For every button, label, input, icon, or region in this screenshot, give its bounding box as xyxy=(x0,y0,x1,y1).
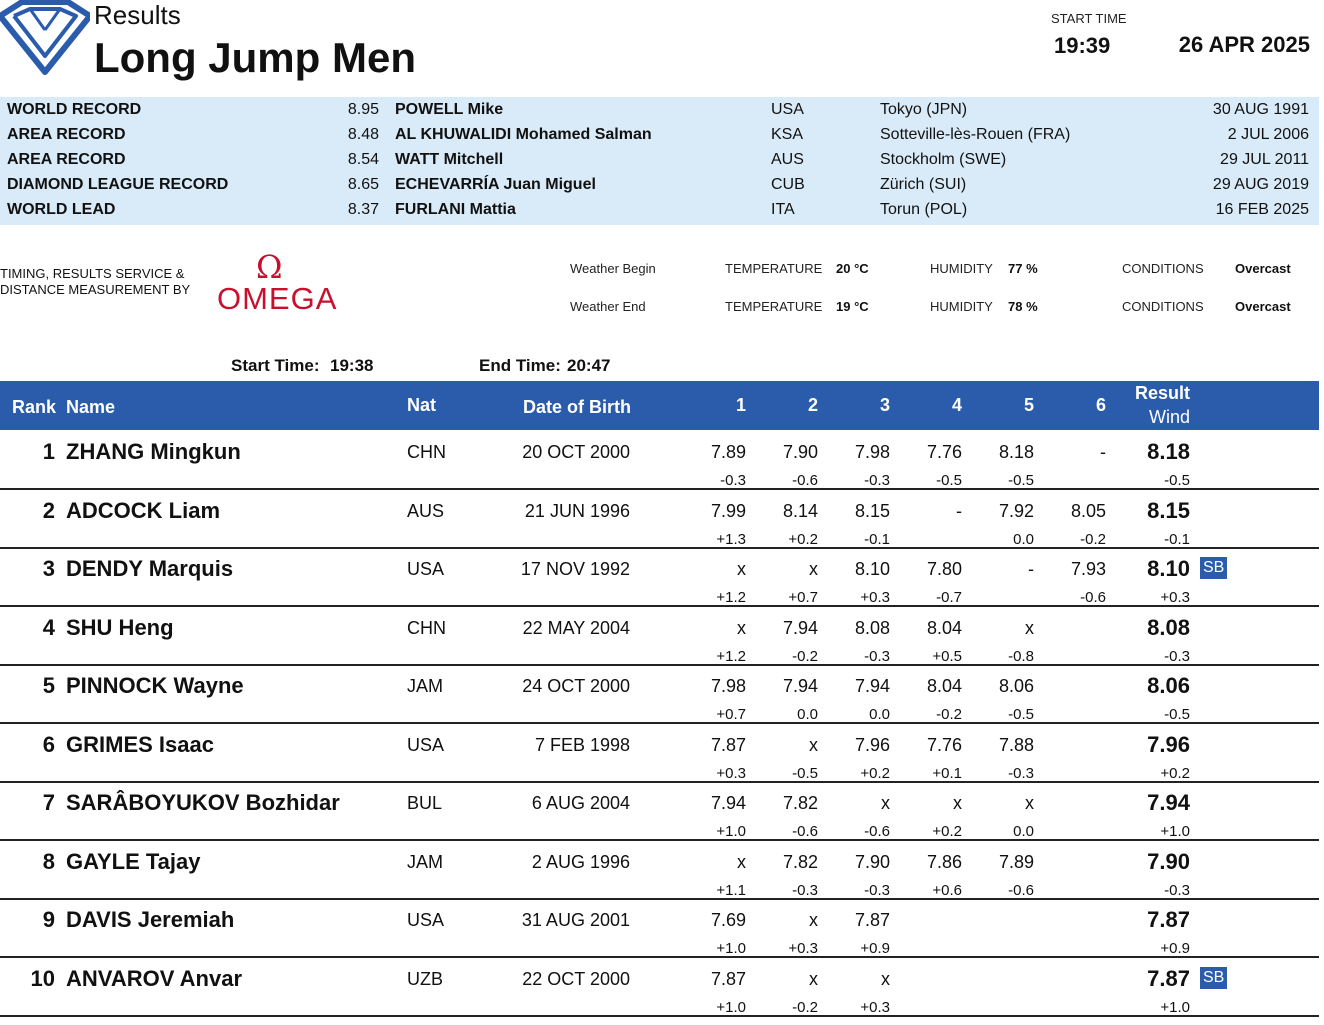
record-row xyxy=(0,123,1319,148)
attempt-4-mark: - xyxy=(956,501,962,521)
attempt-3-wind: +0.3 xyxy=(860,999,890,1016)
record-row xyxy=(0,148,1319,173)
attempt-3-wind: -0.3 xyxy=(864,648,890,665)
attempt-1-wind: +1.0 xyxy=(716,999,746,1016)
attempt-1-mark: 7.69 xyxy=(710,910,746,930)
athlete-nat: USA xyxy=(407,910,445,930)
attempt-2-wind: -0.6 xyxy=(792,823,818,840)
athlete-dob: 7 FEB 1998 xyxy=(534,735,630,755)
attempt-4-mark: 7.76 xyxy=(926,735,962,755)
record-venue: Sotteville-lès-Rouen (FRA) xyxy=(880,126,1071,143)
attempt-5-wind: 0.0 xyxy=(1013,823,1034,840)
record-holder: FURLANI Mattia xyxy=(395,201,516,218)
athlete-result: 8.18 xyxy=(1147,439,1190,464)
event-date: 26 APR 2025 xyxy=(1178,32,1310,57)
athlete-nat: BUL xyxy=(407,793,443,813)
col-attempt-5: 5 xyxy=(1023,395,1034,415)
col-rank: Rank xyxy=(12,397,57,417)
attempt-3-mark: 7.98 xyxy=(854,442,890,462)
athlete-dob: 22 OCT 2000 xyxy=(522,969,630,989)
record-holder: ECHEVARRÍA Juan Miguel xyxy=(395,176,596,193)
table-row xyxy=(0,489,1319,549)
athlete-rank: 6 xyxy=(42,732,55,757)
table-row xyxy=(0,957,1319,1017)
attempt-2-mark: 7.94 xyxy=(782,676,818,696)
athlete-result-wind: +1.0 xyxy=(1160,823,1190,840)
attempt-3-wind: +0.3 xyxy=(860,589,890,606)
attempt-4-mark: 7.80 xyxy=(926,559,962,579)
record-type: WORLD LEAD xyxy=(7,201,116,218)
record-venue: Tokyo (JPN) xyxy=(880,101,968,118)
athlete-result-wind: +0.3 xyxy=(1160,589,1190,606)
attempt-1-wind: +0.7 xyxy=(716,706,746,723)
athlete-result-wind: +0.2 xyxy=(1160,765,1190,782)
athlete-result: 7.87 xyxy=(1147,907,1190,932)
athlete-result: 7.96 xyxy=(1147,732,1190,757)
attempt-3-mark: 8.10 xyxy=(854,559,890,579)
record-mark: 8.95 xyxy=(347,101,379,118)
athlete-result-wind: -0.3 xyxy=(1164,648,1190,665)
athlete-result-wind: -0.5 xyxy=(1164,472,1190,489)
record-row xyxy=(0,98,1319,123)
record-mark: 8.65 xyxy=(347,176,379,193)
attempt-3-wind: -0.3 xyxy=(864,472,890,489)
attempt-5-wind: -0.5 xyxy=(1008,706,1034,723)
attempt-3-wind: 0.0 xyxy=(869,706,890,723)
omega-logo-text: OMEGA xyxy=(217,281,338,316)
athlete-dob: 17 NOV 1992 xyxy=(520,559,630,579)
attempt-2-mark: x xyxy=(809,735,818,755)
athlete-name: PINNOCK Wayne xyxy=(66,673,244,698)
weather-begin-temp-label: TEMPERATURE xyxy=(725,261,823,276)
record-mark: 8.37 xyxy=(347,201,379,218)
attempt-3-mark: 7.87 xyxy=(854,910,890,930)
col-attempt-4: 4 xyxy=(951,395,962,415)
athlete-result: 8.08 xyxy=(1147,615,1190,640)
attempt-2-wind: 0.0 xyxy=(797,706,818,723)
attempt-5-mark: 8.06 xyxy=(998,676,1034,696)
attempt-2-wind: -0.5 xyxy=(792,765,818,782)
athlete-nat: JAM xyxy=(407,676,443,696)
attempt-6-mark: - xyxy=(1100,442,1106,462)
col-dob: Date of Birth xyxy=(523,397,631,417)
attempt-5-mark: x xyxy=(1025,618,1034,638)
record-type: AREA RECORD xyxy=(7,126,126,143)
attempt-1-mark: 7.89 xyxy=(710,442,746,462)
attempt-5-wind: 0.0 xyxy=(1013,531,1034,548)
attempt-4-wind: -0.2 xyxy=(936,706,962,723)
attempt-4-wind: -0.5 xyxy=(936,472,962,489)
athlete-result-wind: -0.5 xyxy=(1164,706,1190,723)
record-venue: Stockholm (SWE) xyxy=(880,151,1007,168)
athlete-rank: 1 xyxy=(42,439,55,464)
attempt-2-wind: +0.7 xyxy=(788,589,818,606)
attempt-2-wind: +0.2 xyxy=(788,531,818,548)
start-time-detail-value: 19:38 xyxy=(330,356,374,375)
table-row xyxy=(0,898,1319,958)
record-nat: KSA xyxy=(771,126,804,143)
athlete-result-wind: +1.0 xyxy=(1160,999,1190,1016)
athlete-name: GRIMES Isaac xyxy=(66,732,214,757)
attempt-5-wind: -0.8 xyxy=(1008,648,1034,665)
weather-begin-cond-label: CONDITIONS xyxy=(1122,261,1204,276)
attempt-1-mark: 7.99 xyxy=(710,501,746,521)
attempt-5-mark: 7.88 xyxy=(998,735,1034,755)
page-title: Long Jump Men xyxy=(94,34,416,81)
athlete-result: 8.10 xyxy=(1147,556,1190,581)
weather-end-hum-label: HUMIDITY xyxy=(930,299,993,314)
attempt-1-wind: +1.2 xyxy=(716,648,746,665)
record-nat: AUS xyxy=(771,151,804,168)
attempt-1-wind: +1.3 xyxy=(716,531,746,548)
athlete-name: SARÂBOYUKOV Bozhidar xyxy=(66,790,340,815)
attempt-6-mark: 8.05 xyxy=(1070,501,1106,521)
attempt-1-mark: x xyxy=(737,852,746,872)
end-time-label: End Time: xyxy=(479,356,561,375)
attempt-5-mark: - xyxy=(1028,559,1034,579)
athlete-result: 7.90 xyxy=(1147,849,1190,874)
attempt-1-mark: x xyxy=(737,618,746,638)
attempt-3-wind: +0.9 xyxy=(860,940,890,957)
col-attempt-1: 1 xyxy=(735,395,746,415)
record-type: AREA RECORD xyxy=(7,151,126,168)
attempt-2-mark: 7.82 xyxy=(782,852,818,872)
attempt-3-mark: x xyxy=(881,969,890,989)
record-date: 30 AUG 1991 xyxy=(1212,101,1309,118)
weather-begin-cond: Overcast xyxy=(1235,261,1291,276)
attempt-1-mark: 7.87 xyxy=(710,969,746,989)
athlete-rank: 10 xyxy=(30,966,55,991)
attempt-1-wind: +1.1 xyxy=(716,882,746,899)
attempt-2-mark: 7.90 xyxy=(782,442,818,462)
attempt-3-wind: -0.1 xyxy=(864,531,890,548)
attempt-4-mark: 8.04 xyxy=(926,618,962,638)
record-nat: ITA xyxy=(771,201,795,218)
attempt-1-wind: +1.0 xyxy=(716,823,746,840)
athlete-nat: CHN xyxy=(407,618,446,638)
record-date: 29 AUG 2019 xyxy=(1212,176,1309,193)
col-wind: Wind xyxy=(1148,407,1190,427)
attempt-2-mark: 7.82 xyxy=(782,793,818,813)
athlete-nat: USA xyxy=(407,735,445,755)
attempt-5-mark: 7.89 xyxy=(998,852,1034,872)
record-nat: USA xyxy=(771,101,804,118)
attempt-2-mark: x xyxy=(809,910,818,930)
attempt-2-wind: -0.2 xyxy=(792,999,818,1016)
athlete-rank: 8 xyxy=(42,849,55,874)
attempt-4-wind: -0.7 xyxy=(936,589,962,606)
attempt-4-mark: 7.86 xyxy=(926,852,962,872)
table-row xyxy=(0,606,1319,666)
records-panel xyxy=(0,97,1319,225)
weather-begin-hum-label: HUMIDITY xyxy=(930,261,993,276)
athlete-nat: CHN xyxy=(407,442,446,462)
attempt-1-mark: 7.94 xyxy=(710,793,746,813)
season-best-badge: SB xyxy=(1200,557,1227,579)
col-nat: Nat xyxy=(407,395,437,415)
record-venue: Torun (POL) xyxy=(880,201,968,218)
attempt-5-wind: -0.3 xyxy=(1008,765,1034,782)
attempt-4-mark: x xyxy=(953,793,962,813)
attempt-1-mark: x xyxy=(737,559,746,579)
weather-begin-label: Weather Begin xyxy=(570,261,656,276)
table-row xyxy=(0,840,1319,900)
attempt-1-wind: +0.3 xyxy=(716,765,746,782)
weather-begin-hum: 77 % xyxy=(1008,261,1038,276)
attempt-4-wind: +0.2 xyxy=(932,823,962,840)
attempt-5-mark: x xyxy=(1025,793,1034,813)
weather-end-cond: Overcast xyxy=(1235,299,1291,314)
diamond-league-logo-icon xyxy=(0,0,90,76)
athlete-result-wind: -0.3 xyxy=(1164,882,1190,899)
athlete-name: DENDY Marquis xyxy=(66,556,234,581)
attempt-3-mark: 8.15 xyxy=(854,501,890,521)
record-mark: 8.48 xyxy=(347,126,379,143)
record-holder: WATT Mitchell xyxy=(395,151,504,168)
attempt-2-wind: -0.6 xyxy=(792,472,818,489)
season-best-badge: SB xyxy=(1200,967,1227,989)
weather-end-hum: 78 % xyxy=(1008,299,1038,314)
athlete-result: 7.87 xyxy=(1147,966,1190,991)
attempt-6-mark: 7.93 xyxy=(1070,559,1106,579)
athlete-dob: 21 JUN 1996 xyxy=(524,501,630,521)
attempt-3-mark: 7.90 xyxy=(854,852,890,872)
attempt-4-mark: 8.04 xyxy=(926,676,962,696)
attempt-6-wind: -0.2 xyxy=(1080,531,1106,548)
col-result: Result xyxy=(1134,383,1190,403)
weather-end-cond-label: CONDITIONS xyxy=(1122,299,1204,314)
weather-end-temp: 19 °C xyxy=(836,299,869,314)
attempt-3-mark: x xyxy=(881,793,890,813)
record-holder: POWELL Mike xyxy=(395,101,504,118)
record-date: 16 FEB 2025 xyxy=(1215,201,1309,218)
page-kicker: Results xyxy=(94,0,181,30)
record-type: DIAMOND LEAGUE RECORD xyxy=(7,176,229,193)
attempt-4-wind: +0.6 xyxy=(932,882,962,899)
start-time-detail-label: Start Time: xyxy=(231,356,320,375)
col-name: Name xyxy=(66,397,116,417)
attempt-2-mark: 7.94 xyxy=(782,618,818,638)
attempt-2-mark: x xyxy=(809,559,818,579)
attempt-4-wind: +0.5 xyxy=(932,648,962,665)
table-row xyxy=(0,547,1319,607)
attempt-1-wind: +1.2 xyxy=(716,589,746,606)
athlete-result-wind: +0.9 xyxy=(1160,940,1190,957)
athlete-rank: 5 xyxy=(42,673,55,698)
athlete-name: DAVIS Jeremiah xyxy=(66,907,235,932)
omega-logo-icon: Ω xyxy=(256,248,283,286)
athlete-name: ZHANG Mingkun xyxy=(66,439,241,464)
athlete-result: 8.15 xyxy=(1147,498,1190,523)
attempt-1-wind: +1.0 xyxy=(716,940,746,957)
record-nat: CUB xyxy=(771,176,805,193)
attempt-3-wind: +0.2 xyxy=(860,765,890,782)
attempt-1-wind: -0.3 xyxy=(720,472,746,489)
results-table-header xyxy=(0,381,1319,430)
end-time-value: 20:47 xyxy=(567,356,611,375)
record-row xyxy=(0,198,1319,223)
weather-end-label: Weather End xyxy=(570,299,646,314)
table-row xyxy=(0,723,1319,783)
record-mark: 8.54 xyxy=(347,151,379,168)
athlete-rank: 4 xyxy=(42,615,55,640)
record-row xyxy=(0,173,1319,198)
col-attempt-6: 6 xyxy=(1095,395,1106,415)
attempt-2-mark: 8.14 xyxy=(782,501,818,521)
athlete-dob: 24 OCT 2000 xyxy=(522,676,630,696)
record-type: WORLD RECORD xyxy=(7,101,142,118)
athlete-nat: AUS xyxy=(407,501,445,521)
attempt-6-wind: -0.6 xyxy=(1080,589,1106,606)
col-attempt-2: 2 xyxy=(807,395,818,415)
athlete-dob: 22 MAY 2004 xyxy=(522,618,630,638)
timing-credit-text: TIMING, RESULTS SERVICE & DISTANCE MEASUREMENT BY xyxy=(0,266,191,297)
athlete-dob: 6 AUG 2004 xyxy=(531,793,630,813)
attempt-3-mark: 7.94 xyxy=(854,676,890,696)
attempt-2-wind: +0.3 xyxy=(788,940,818,957)
record-date: 29 JUL 2011 xyxy=(1220,151,1309,168)
table-row xyxy=(0,664,1319,724)
attempt-2-wind: -0.2 xyxy=(792,648,818,665)
athlete-nat: UZB xyxy=(407,969,443,989)
athlete-name: GAYLE Tajay xyxy=(66,849,201,874)
athlete-result-wind: -0.1 xyxy=(1164,531,1190,548)
athlete-rank: 3 xyxy=(42,556,55,581)
athlete-name: SHU Heng xyxy=(66,615,174,640)
weather-begin-temp: 20 °C xyxy=(836,261,869,276)
athlete-nat: JAM xyxy=(407,852,443,872)
table-row xyxy=(0,781,1319,841)
athlete-rank: 9 xyxy=(42,907,55,932)
athlete-name: ADCOCK Liam xyxy=(66,498,221,523)
attempt-3-mark: 7.96 xyxy=(854,735,890,755)
attempt-3-wind: -0.6 xyxy=(864,823,890,840)
attempt-2-mark: x xyxy=(809,969,818,989)
athlete-rank: 2 xyxy=(42,498,55,523)
athlete-nat: USA xyxy=(407,559,445,579)
attempt-5-mark: 8.18 xyxy=(998,442,1034,462)
attempt-3-wind: -0.3 xyxy=(864,882,890,899)
athlete-name: ANVAROV Anvar xyxy=(66,966,243,991)
start-time-label: START TIME xyxy=(1051,11,1127,26)
attempt-4-mark: 7.76 xyxy=(926,442,962,462)
start-time-value: 19:39 xyxy=(1054,33,1111,58)
record-holder: AL KHUWALIDI Mohamed Salman xyxy=(395,126,652,143)
attempt-4-wind: +0.1 xyxy=(932,765,962,782)
athlete-result: 7.94 xyxy=(1147,790,1190,815)
table-row xyxy=(0,430,1319,490)
attempt-3-mark: 8.08 xyxy=(854,618,890,638)
attempt-1-mark: 7.87 xyxy=(710,735,746,755)
attempt-2-wind: -0.3 xyxy=(792,882,818,899)
athlete-result: 8.06 xyxy=(1147,673,1190,698)
record-date: 2 JUL 2006 xyxy=(1227,126,1309,143)
attempt-1-mark: 7.98 xyxy=(710,676,746,696)
attempt-5-mark: 7.92 xyxy=(998,501,1034,521)
attempt-5-wind: -0.6 xyxy=(1008,882,1034,899)
weather-end-temp-label: TEMPERATURE xyxy=(725,299,823,314)
athlete-dob: 2 AUG 1996 xyxy=(531,852,630,872)
col-attempt-3: 3 xyxy=(879,395,890,415)
athlete-dob: 20 OCT 2000 xyxy=(522,442,630,462)
athlete-dob: 31 AUG 2001 xyxy=(521,910,630,930)
athlete-rank: 7 xyxy=(42,790,55,815)
record-venue: Zürich (SUI) xyxy=(880,176,967,193)
attempt-5-wind: -0.5 xyxy=(1008,472,1034,489)
